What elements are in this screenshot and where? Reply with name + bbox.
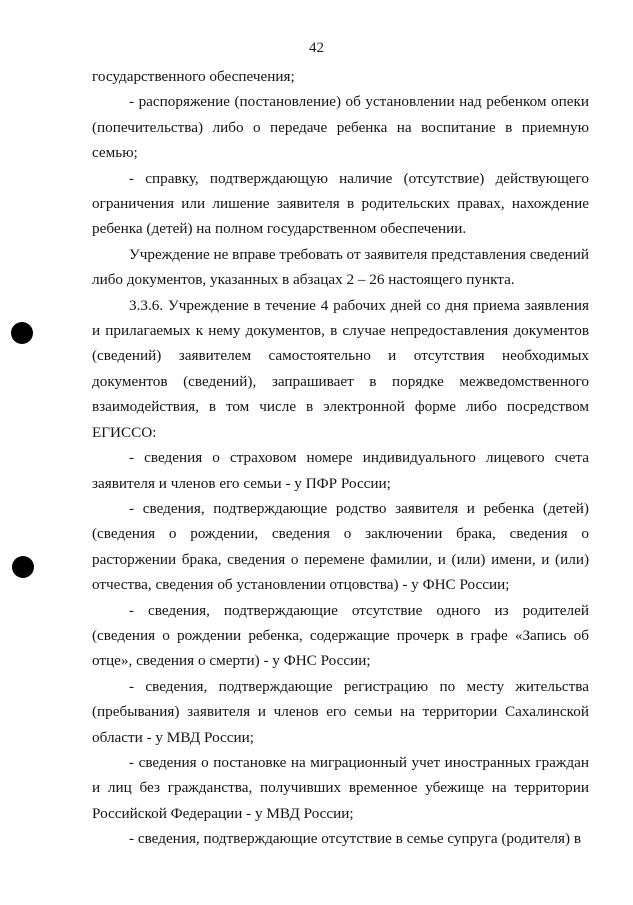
punch-hole-mark [11, 322, 33, 344]
page-number: 42 [309, 40, 324, 56]
paragraph: - справку, подтверждающую наличие (отсутствие) действующего ограничения или лишение заявителя в родительских правах, нахождение ребенка (детей) на полном государственном обеспечении. [92, 169, 589, 238]
paragraph: - распоряжение (постановление) об установлении над ребенком опеки (попечительства) либо о передаче ребенка на воспитание в приемную семью; [92, 93, 589, 162]
paragraph: - сведения, подтверждающие регистрацию по месту жительства (пребывания) заявителя и членов его семьи на территории Сахалинской области - у МВД России; [92, 677, 589, 746]
paragraph: - сведения, подтверждающие отсутствие одного из родителей (сведения о рождении ребенка, содержащие прочерк в графе «Запись об отце», сведения о смерти) - у ФНС России; [92, 601, 589, 670]
paragraph: - сведения, подтверждающие родство заявителя и ребенка (детей) (сведения о рождении, сведения о заключении брака, сведения о расторжении брака, сведения о перемене фамилии, и (или) имени, и (или) отчества, сведения об установлении отцовства) - у ФНС России; [92, 499, 589, 594]
paragraph: - сведения о постановке на миграционный учет иностранных граждан и лиц без гражданства, получивших временное убежище на территории Российской Федерации - у МВД России; [92, 753, 589, 822]
paragraph-continuation: государственного обеспечения; [92, 68, 295, 85]
punch-hole-mark [12, 556, 34, 578]
document-body [92, 64, 589, 852]
paragraph-section-3-3-6: 3.3.6. Учреждение в течение 4 рабочих дней со дня приема заявления и прилагаемых к нему документов, в случае непредоставления документов (сведений) заявителем самостоятельно и отсутствия необходимых документов (сведений), запрашивает в порядке межведомственного взаимодействия, в том числе в электронной форме либо посредством ЕГИССО: [92, 296, 589, 441]
paragraph: Учреждение не вправе требовать от заявителя представления сведений либо документов, указанных в абзацах 2 – 26 настоящего пункта. [92, 245, 589, 289]
paragraph: - сведения, подтверждающие отсутствие в семье супруга (родителя) в [129, 830, 581, 848]
paragraph: - сведения о страховом номере индивидуального лицевого счета заявителя и членов его семьи - у ПФР России; [92, 449, 589, 492]
